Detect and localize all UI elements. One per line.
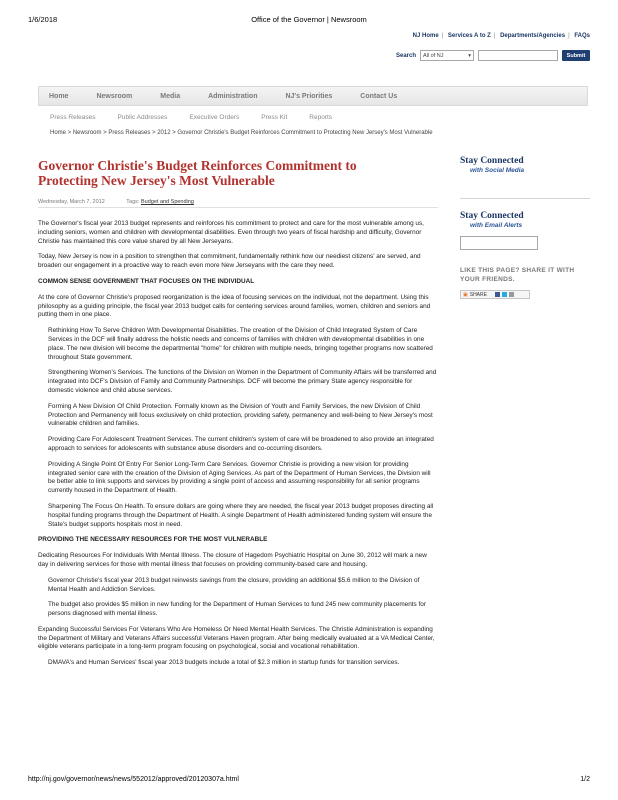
breadcrumb[interactable]: Home > Newsroom > Press Releases > 2012 > Governor Christie's Budget Reinforces Commitment to Protecting New Jersey's Most Vulnerable [50,130,433,136]
paragraph: Today, New Jersey is now in a position to strengthen that commitment, fundamentally rethink how our neediest citizens' are served, and broaden our engagement in a proactive way to reach even more New Jerseyans with the care they need. [38,253,421,270]
nav-media[interactable]: Media [160,92,181,100]
article-meta [38,199,194,205]
article-body [38,220,438,675]
twitter-icon [502,292,507,297]
share-icon: ▣ [463,291,468,298]
list-item: Strengthening Women's Services. The functions of the Division on Women in the Department of Community Affairs will be transferred and integrated into DCF's Division of Family and Community Partnerships. DCF will become the primary State agency responsible for domestic violence and child abuse services. [48,369,437,394]
search-submit-button[interactable]: Submit [562,50,590,61]
search-bar [396,50,590,61]
tags-label: Tags: [126,199,140,205]
util-link-departments[interactable]: Departments/Agencies [500,33,566,39]
share-label: SHARE [469,291,487,298]
nav-contact[interactable]: Contact Us [360,92,398,100]
subnav-reports[interactable]: Reports [309,113,333,121]
email-title: Stay Connected [460,211,524,221]
social-subtitle: with Social Media [470,167,525,174]
list-item: Sharpening The Focus On Health. To ensure dollars are going where they are needed, the fiscal year 2013 budget proposes directing all hospital funding programs through the Department of Health. A single Department of Health administered funding system will ensure the State's budget supports hospitals most in need. [48,502,434,528]
nav-priorities[interactable]: NJ's Priorities [285,92,333,100]
list-item: Rethinking How To Serve Children With Developmental Disabilities. The creation of the Division of Child Integrated System of Care Services in the DCF will finally address the holistic needs and concerns of families with children with developmental disabilities in one place. The new division will become the departmental "home" for children with multiple needs, bringing together programs now scattered throughout State government. [48,327,433,361]
subnav-press-releases[interactable]: Press Releases [50,113,96,121]
list-item: DMAVA's and Human Services' fiscal year 2013 budgets include a total of $2.3 million in startup funds for transition services. [48,659,400,667]
email-alerts-block[interactable] [460,211,590,229]
subnav-executive-orders[interactable]: Executive Orders [189,113,240,121]
list-item: The budget also provides $5 million in new funding for the Department of Human Services to fund 245 new community placements for persons diagnosed with mental illness. [48,601,426,618]
print-date: 1/6/2018 [28,15,58,24]
list-item: Providing Care For Adolescent Treatment Services. The current children's system of care will be broadened to also provide an integrated approach to services for adolescents with substance abuse disorders and co-occurring disorders. [48,436,434,452]
email-icon [509,292,514,297]
chevron-down-icon: ▾ [468,52,471,59]
paragraph: At the core of Governor Christie's proposed reorganization is the idea of focusing services on the individual, not the department. Using this philosophy as a guiding principle, the fiscal year 2013 budget calls for centering services around families, women, children and seniors and putting them in one place. [38,293,431,319]
main-nav [38,86,588,106]
facebook-icon [495,292,500,297]
search-scope-value: All of NJ [423,52,444,59]
social-media-block[interactable] [460,156,590,174]
section-heading: COMMON SENSE GOVERNMENT THAT FOCUSES ON THE INDIVIDUAL [38,277,255,285]
search-input[interactable] [478,50,558,61]
print-url: http://nj.gov/governor/news/news/552012/approved/20120307a.html [28,776,239,783]
utility-nav: NJ Home | Services A to Z | Departments/Agencies | FAQs [412,33,590,39]
nav-newsroom[interactable]: Newsroom [96,92,133,100]
nav-administration[interactable]: Administration [208,92,258,100]
tag-link-budget[interactable]: Budget and Spending [140,199,194,205]
list-item: Providing A Single Point Of Entry For Senior Long-Term Care Services. Governor Christie is providing a new vision for providing integrated senior care with the creation of the Division of Aging Services. As part of the Department of Human Services, the Division will be better able to link supports and services by providing a single point of access and assuming responsibility for all senior programs currently housed in the Department of Health. [48,460,431,495]
subnav-public-addresses[interactable]: Public Addresses [117,113,168,121]
subnav-press-kit[interactable]: Press Kit [261,113,288,121]
list-item: Governor Christie's fiscal year 2013 budget reinvests savings from the closure, providing an additional $5.6 million to the Division of Mental Health and Addiction Services. [48,576,420,593]
print-page-number: 1/2 [580,776,590,783]
email-subtitle: with Email Alerts [470,222,523,229]
article-date: Wednesday, March 7, 2012 [38,199,105,205]
share-button[interactable] [460,290,530,299]
sidebar-divider [460,198,590,199]
search-scope-select[interactable] [420,50,474,61]
article-title: Governor Christie's Budget Reinforces Commitment to Protecting New Jersey's Most Vulnerable [38,158,357,188]
util-link-faqs[interactable]: FAQs [574,33,590,39]
util-link-services[interactable]: Services A to Z [447,33,491,39]
nav-home[interactable]: Home [49,92,69,100]
social-title: Stay Connected [460,156,524,166]
search-label: Search [395,52,416,59]
list-item: Forming A New Division Of Child Protection. Formally known as the Division of Youth and Family Services, the new Division of Child Protection and Permanency will focus exclusively on child protection, providing safety, permanency and well-being to New Jersey's most vulnerable children and families. [48,402,433,428]
sidebar [460,156,590,299]
util-link-nj-home[interactable]: NJ Home [412,33,439,39]
share-prompt: LIKE THIS PAGE? SHARE IT WITH YOUR FRIENDS. [460,267,575,283]
section-heading: PROVIDING THE NECESSARY RESOURCES FOR THE MOST VULNERABLE [38,536,268,544]
paragraph: The Governor's fiscal year 2013 budget represents and reinforces his commitment to protect and care for the most vulnerable among us, including seniors, women and children with developmental disabilities. Even through two years of fiscal hardship and difficulty, Governor Christie has maintained this core value shared by all New Jerseyans. [38,220,424,245]
email-alert-input[interactable] [460,236,538,250]
print-title: Office of the Governor | Newsroom [251,15,367,24]
sub-nav [38,110,588,124]
print-header [0,0,618,26]
paragraph: Expanding Successful Services For Veterans Who Are Homeless Or Need Mental Health Services. The Christie Administration is expanding the Department of Military and Veterans Affairs successful Veterans Haven program. After being medically evaluated at a VA Medical Center, eligible veterans participate in a long-term program focusing on psychological, social and vocational rehabilitation. [38,625,435,651]
meta-divider [38,207,438,208]
paragraph: Dedicating Resources For Individuals With Mental Illness. The closure of Hagedom Psychiatric Hospital on June 30, 2012 will mark a new day in delivering services for those with mental illness that focuses on providing community-based care and housing. [38,552,427,568]
